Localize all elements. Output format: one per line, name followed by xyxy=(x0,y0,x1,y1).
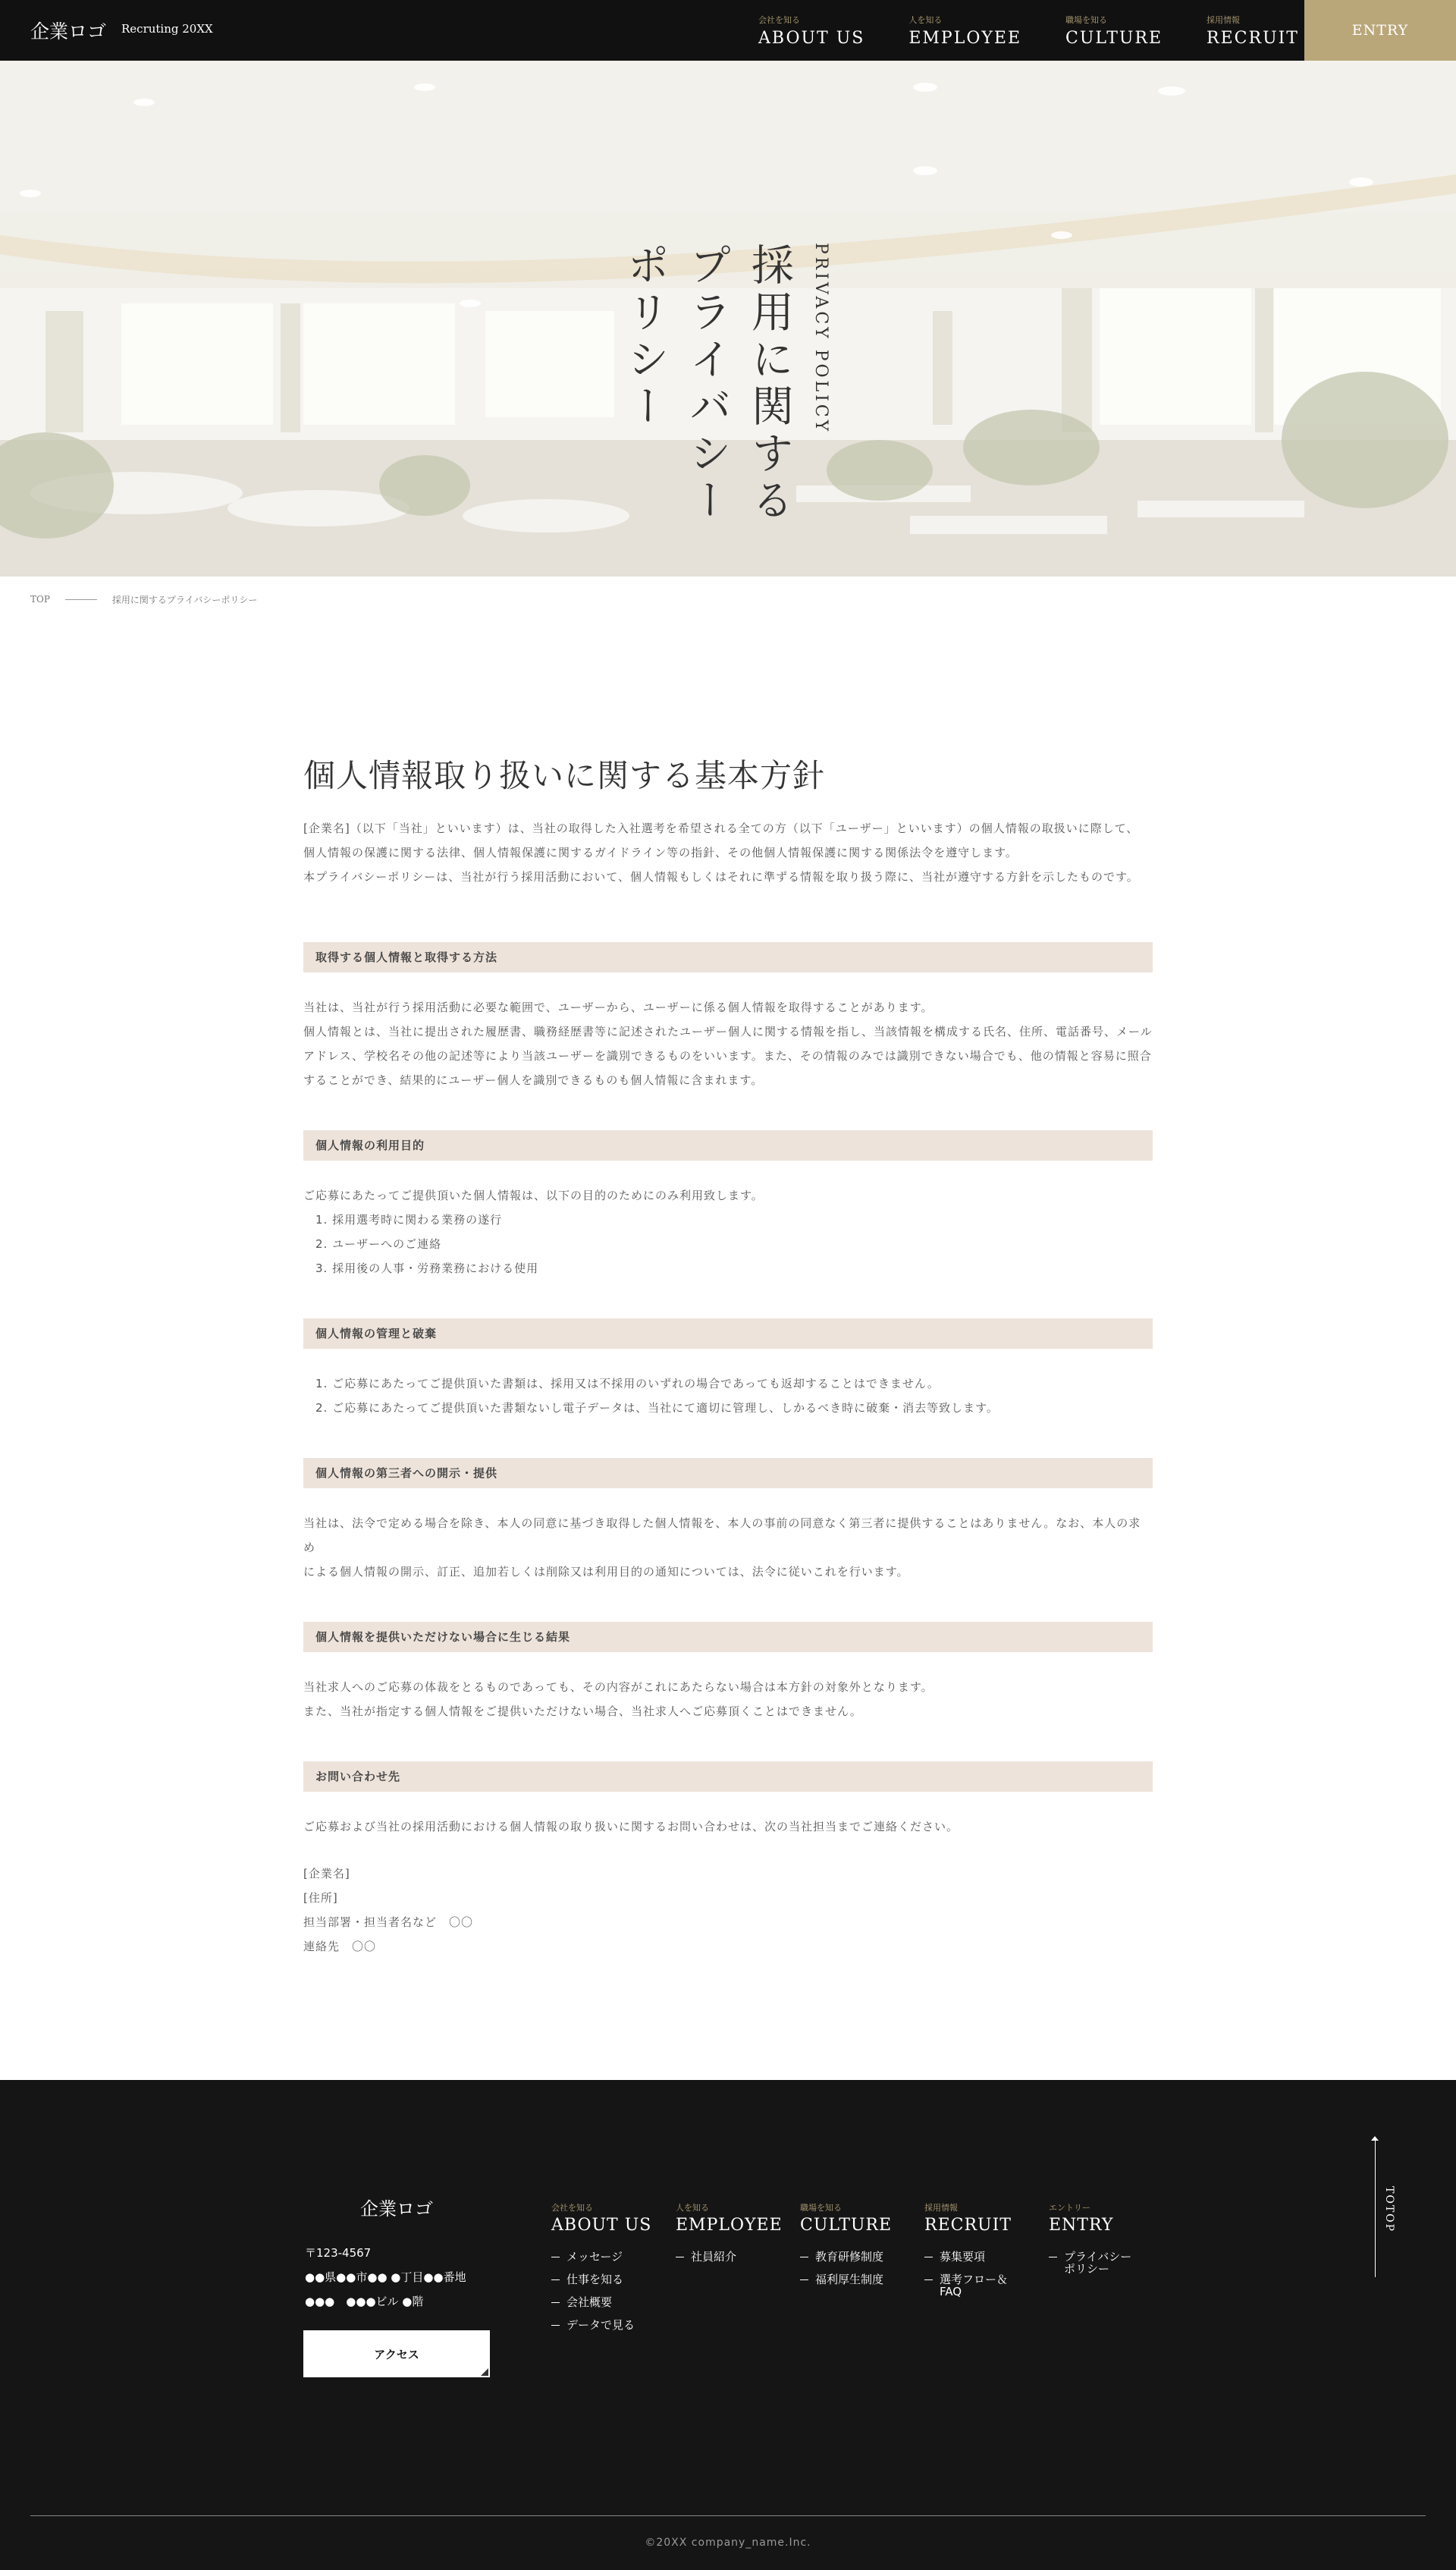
intro-line: 本プライバシーポリシーは、当社が行う採用活動において、個人情報もしくはそれに準ずる情報を取り扱う際に、当社が遵守する方針を示したものです。 xyxy=(303,870,1139,884)
nav-item-en: RECRUIT xyxy=(1207,29,1299,48)
contact-info xyxy=(303,1862,1153,1959)
section-line: 個人情報とは、当社に提出された履歴書、職務経歴書等に記述されたユーザー個人に関する情報を指し、当該情報を構成する氏名、住所、電話番号、メール xyxy=(303,1025,1153,1038)
section-body xyxy=(303,1183,1153,1280)
footer-col-heading[interactable]: RECRUIT xyxy=(924,2216,1012,2235)
section-line: 当社求人へのご応募の体裁をとるものであっても、その内容がこれにあたらない場合は本方針の対象外となります。 xyxy=(303,1680,934,1694)
footer-col-employee xyxy=(676,2201,800,2336)
section-body xyxy=(303,1371,1153,1420)
footer-col-heading[interactable]: CULTURE xyxy=(800,2216,893,2235)
totop-label: TOTOP xyxy=(1383,2186,1395,2233)
footer-postal: 〒123-4567 xyxy=(305,2246,372,2260)
footer-link[interactable]: プライバシーポリシー xyxy=(1049,2245,1140,2275)
totop-button[interactable] xyxy=(1374,2141,1394,2277)
intro-line: [企業名]（以下「当社」といいます）は、当社の取得した入社選考を希望される全ての方（以下「ユーザー」といいます）の個人情報の取扱いに際して、 xyxy=(303,822,1139,835)
contact-line: 連絡先 〇〇 xyxy=(303,1940,377,1953)
contact-line: [企業名] xyxy=(303,1867,350,1880)
section-line: による個人情報の開示、訂正、追加若しくは削除又は利用目的の通知については、法令に従いこれを行います。 xyxy=(303,1565,909,1579)
footer-col-recruit xyxy=(924,2201,1049,2336)
footer-link[interactable]: メッセージ xyxy=(551,2245,676,2268)
footer-link[interactable]: 福利厚生制度 xyxy=(800,2268,924,2291)
footer-link[interactable]: 選考フロー＆FAQ xyxy=(924,2268,1008,2298)
page-title: 個人情報取り扱いに関する基本方針 xyxy=(303,757,826,794)
section-heading: 個人情報の第三者への開示・提供 xyxy=(303,1458,1153,1488)
list-item: 2. ご応募にあたってご提供頂いた書類ないし電子データは、当社にて適切に管理し、しかるべき時に破棄・消去等致します。 xyxy=(315,1401,999,1415)
breadcrumb-divider xyxy=(65,599,97,600)
access-button[interactable]: アクセス xyxy=(303,2330,490,2377)
nav-item-en: EMPLOYEE xyxy=(908,29,1022,48)
hero-title-jp: 採用に関するプライバシーポリシー xyxy=(620,243,794,525)
main-content xyxy=(303,622,1153,2080)
footer-address-line: ●●● ●●●ビル ●階 xyxy=(305,2295,424,2308)
section-heading: お問い合わせ先 xyxy=(303,1761,1153,1792)
nav-item-recruit[interactable] xyxy=(1207,14,1299,48)
section-heading: 取得する個人情報と取得する方法 xyxy=(303,942,1153,972)
footer-col-jp: 職場を知る xyxy=(800,2203,842,2213)
footer-link[interactable]: 会社概要 xyxy=(551,2291,676,2314)
contact-line: 担当部署・担当者名など 〇〇 xyxy=(303,1915,474,1929)
header-subtitle: Recruting 20XX xyxy=(121,22,213,36)
section-line: ご応募にあたってご提供頂いた個人情報は、以下の目的のためにのみ利用致します。 xyxy=(303,1189,764,1202)
footer-col-jp: 会社を知る xyxy=(551,2203,593,2213)
section-line: 当社は、当社が行う採用活動に必要な範囲で、ユーザーから、ユーザーに係る個人情報を取得することがあります。 xyxy=(303,1001,934,1014)
footer-col-culture xyxy=(800,2201,924,2336)
section-body xyxy=(303,1675,1153,1723)
nav-item-jp: 職場を知る xyxy=(1065,15,1108,25)
footer-col-jp: エントリー xyxy=(1049,2203,1090,2213)
footer-link[interactable]: 社員紹介 xyxy=(676,2245,800,2268)
nav-item-en: CULTURE xyxy=(1065,29,1163,48)
nav-item-employee[interactable] xyxy=(908,14,1021,48)
intro-line: 個人情報の保護に関する法律、個人情報保護に関するガイドライン等の指針、その他個人情報保護に関する関係法令を遵守します。 xyxy=(303,846,1018,859)
hero-title xyxy=(622,243,830,531)
nav-item-culture[interactable] xyxy=(1065,14,1163,48)
entry-button[interactable]: ENTRY xyxy=(1304,0,1456,61)
footer-link[interactable]: 仕事を知る xyxy=(551,2268,676,2291)
section-line: ご応募および当社の採用活動における個人情報の取り扱いに関するお問い合わせは、次の当社担当までご連絡ください。 xyxy=(303,1820,959,1833)
purpose-list xyxy=(303,1208,1153,1280)
section-body xyxy=(303,1814,1153,1839)
management-list xyxy=(303,1371,1153,1420)
nav-item-en: ABOUT US xyxy=(758,29,865,48)
breadcrumb-current: 採用に関するプライバシーポリシー xyxy=(111,594,258,605)
section-heading: 個人情報の管理と破棄 xyxy=(303,1318,1153,1349)
footer-nav xyxy=(551,2201,1173,2336)
section-line: することができ、結果的にユーザー個人を識別できるものも個人情報に含まれます。 xyxy=(303,1073,764,1087)
hero-title-en: PRIVACY POLICY xyxy=(811,243,830,435)
footer-col-entry xyxy=(1049,2201,1173,2336)
footer-link[interactable]: 教育研修制度 xyxy=(800,2245,924,2268)
section-heading: 個人情報の利用目的 xyxy=(303,1130,1153,1161)
footer-col-heading[interactable]: EMPLOYEE xyxy=(676,2216,783,2235)
footer-logo[interactable]: 企業ロゴ xyxy=(360,2198,433,2220)
section-line: アドレス、学校名その他の記述等により当該ユーザーを識別できるものをいいます。また、その情報のみでは識別できない場合でも、他の情報と容易に照合 xyxy=(303,1049,1152,1063)
hero xyxy=(0,61,1456,577)
footer-col-jp: 人を知る xyxy=(676,2203,709,2213)
list-item: 3. 採用後の人事・労務業務における使用 xyxy=(315,1261,539,1275)
section-line: また、当社が指定する個人情報をご提供いただけない場合、当社求人へご応募頂くことはできません。 xyxy=(303,1704,862,1718)
nav-item-about-us[interactable] xyxy=(758,14,864,48)
footer-col-heading[interactable]: ENTRY xyxy=(1049,2216,1114,2235)
intro-text xyxy=(303,816,1153,889)
footer-link[interactable]: 募集要項 xyxy=(924,2245,1049,2268)
footer-address xyxy=(305,2241,466,2314)
site-footer xyxy=(0,2080,1456,2570)
header-logo[interactable]: 企業ロゴ xyxy=(30,20,107,42)
section-body xyxy=(303,1511,1153,1584)
footer-address-line: ●●県●●市●● ●丁目●●番地 xyxy=(305,2270,466,2284)
footer-col-heading[interactable]: ABOUT US xyxy=(551,2216,652,2235)
nav-item-jp: 採用情報 xyxy=(1207,15,1241,25)
footer-divider xyxy=(30,2515,1426,2516)
footer-link[interactable]: データで見る xyxy=(551,2314,676,2336)
list-item: 2. ユーザーへのご連絡 xyxy=(315,1237,442,1251)
nav-item-jp: 会社を知る xyxy=(758,15,800,25)
breadcrumb xyxy=(0,577,1456,622)
contact-line: [住所] xyxy=(303,1891,338,1905)
breadcrumb-top-link[interactable]: TOP xyxy=(30,594,50,605)
list-item: 1. 採用選考時に関わる業務の遂行 xyxy=(315,1213,503,1227)
section-body xyxy=(303,995,1153,1092)
footer-col-about-us xyxy=(551,2201,676,2336)
section-line: 当社は、法令で定める場合を除き、本人の同意に基づき取得した個人情報を、本人の事前の同意なく第三者に提供することはありません。なお、本人の求め xyxy=(303,1516,1141,1554)
global-nav xyxy=(758,14,1343,48)
section-heading: 個人情報を提供いただけない場合に生じる結果 xyxy=(303,1622,1153,1652)
copyright: ©20XX company_name.Inc. xyxy=(645,2537,811,2549)
site-header xyxy=(0,0,1456,61)
nav-item-jp: 人を知る xyxy=(908,15,943,25)
footer-col-jp: 採用情報 xyxy=(924,2203,958,2213)
totop-line xyxy=(1375,2141,1376,2277)
list-item: 1. ご応募にあたってご提供頂いた書類は、採用又は不採用のいずれの場合であっても返却することはできません。 xyxy=(315,1377,940,1390)
